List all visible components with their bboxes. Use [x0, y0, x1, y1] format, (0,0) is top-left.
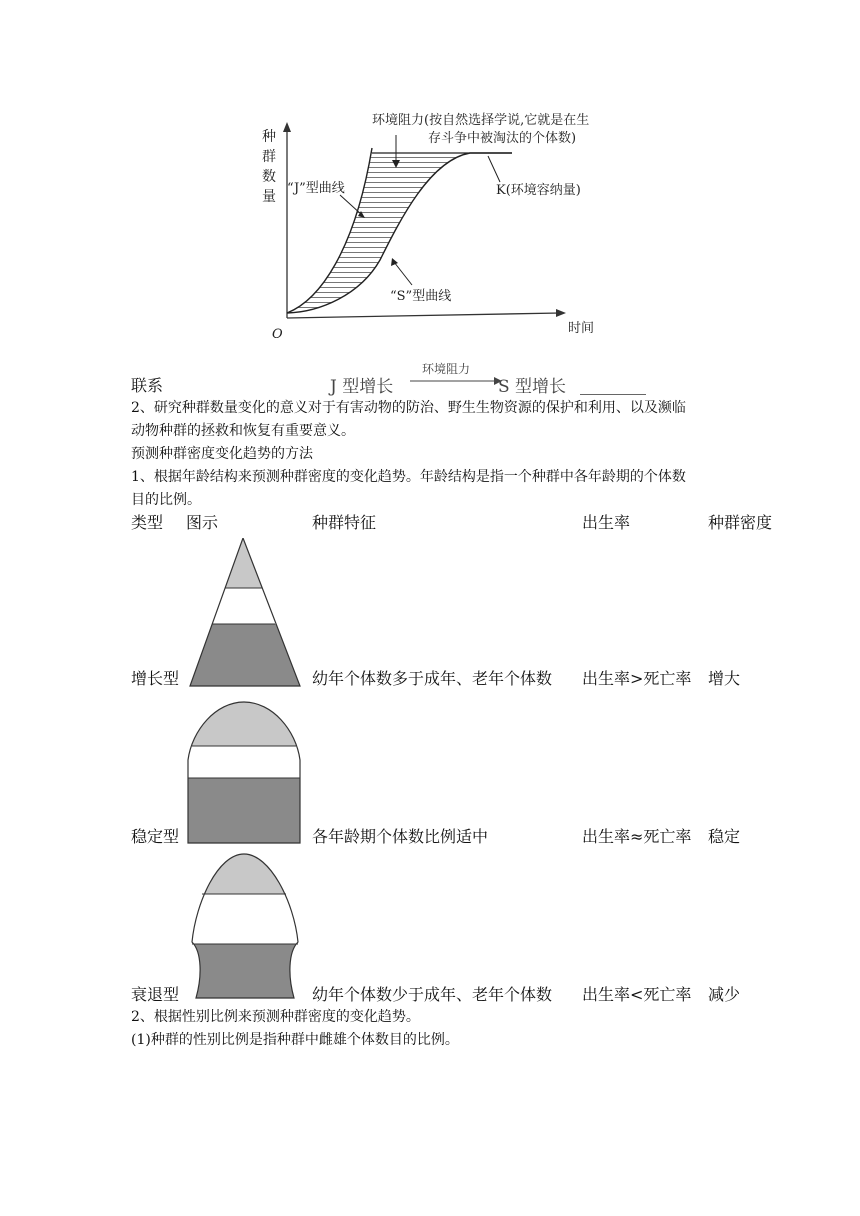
row-growth-birth: 出生率>死亡率 — [582, 669, 692, 688]
header-figure: 图示 — [186, 513, 219, 532]
row-declining-density: 减少 — [708, 985, 741, 1004]
y-axis-label-3: 数 — [262, 169, 276, 185]
y-axis-arrow — [283, 122, 291, 132]
k-label: K(环境容纳量) — [496, 183, 581, 198]
y-axis-label-1: 种 — [262, 129, 276, 145]
population-growth-figure — [0, 0, 860, 380]
relation-arrow — [408, 375, 508, 387]
header-feature: 种群特征 — [312, 513, 377, 532]
section-heading: 预测种群密度变化趋势的方法 — [131, 446, 313, 462]
footer-line-1: 2、根据性别比例来预测种群密度的变化趋势。 — [131, 1009, 420, 1025]
x-axis — [287, 313, 560, 318]
row-declining-feature: 幼年个体数少于成年、老年个体数 — [312, 985, 553, 1004]
s-pointer-head — [391, 258, 398, 266]
s-curve-label: “S”型曲线 — [390, 289, 452, 304]
s-pointer — [394, 262, 412, 285]
y-axis-label-4: 量 — [262, 189, 276, 205]
relation-underline — [580, 394, 646, 395]
j-growth-text: J 型增长 — [330, 377, 394, 397]
row-stable-type: 稳定型 — [131, 827, 180, 846]
row-growth-feature: 幼年个体数多于成年、老年个体数 — [312, 669, 553, 688]
resistance-label-2: 存斗争中被淘汰的个体数) — [428, 131, 577, 146]
row-growth-density: 增大 — [708, 669, 741, 688]
row-stable-feature: 各年龄期个体数比例适中 — [312, 827, 489, 846]
paragraph-2-line-2: 动物种群的拯救和恢复有重要意义。 — [131, 423, 355, 439]
j-curve-label: “J”型曲线 — [287, 181, 345, 196]
row-declining-type: 衰退型 — [131, 985, 180, 1004]
relation-label: 联系 — [131, 376, 164, 395]
declining-type-shape — [188, 852, 304, 1000]
resistance-label-1: 环境阻力(按自然选择学说,它就是在生 — [372, 113, 590, 128]
x-axis-arrow — [556, 309, 566, 317]
paragraph-2-line-1: 2、研究种群数量变化的意义对于有害动物的防治、野生生物资源的保护和利用、以及濒临 — [131, 400, 686, 416]
y-axis-label-2: 群 — [262, 149, 276, 165]
header-type: 类型 — [131, 513, 164, 532]
growth-type-pyramid — [188, 538, 304, 688]
stable-type-bell — [186, 700, 302, 845]
header-birth: 出生率 — [582, 513, 631, 532]
footer-line-2: (1)种群的性别比例是指种群中雌雄个体数目的比例。 — [131, 1032, 459, 1048]
header-density: 种群密度 — [708, 513, 773, 532]
arrow-label: 环境阻力 — [422, 362, 471, 376]
row-growth-type: 增长型 — [131, 669, 180, 688]
s-growth-text: S 型增长 — [498, 377, 567, 397]
paragraph-1-line-2: 目的比例。 — [131, 492, 201, 508]
row-declining-birth: 出生率<死亡率 — [582, 985, 692, 1004]
x-axis-label: 时间 — [568, 321, 595, 336]
row-stable-density: 稳定 — [708, 827, 741, 846]
origin-label: O — [272, 327, 283, 342]
paragraph-1-line-1: 1、根据年龄结构来预测种群密度的变化趋势。年龄结构是指一个种群中各年龄期的个体数 — [131, 469, 686, 485]
row-stable-birth: 出生率≈死亡率 — [582, 827, 692, 846]
k-pointer — [488, 156, 500, 182]
